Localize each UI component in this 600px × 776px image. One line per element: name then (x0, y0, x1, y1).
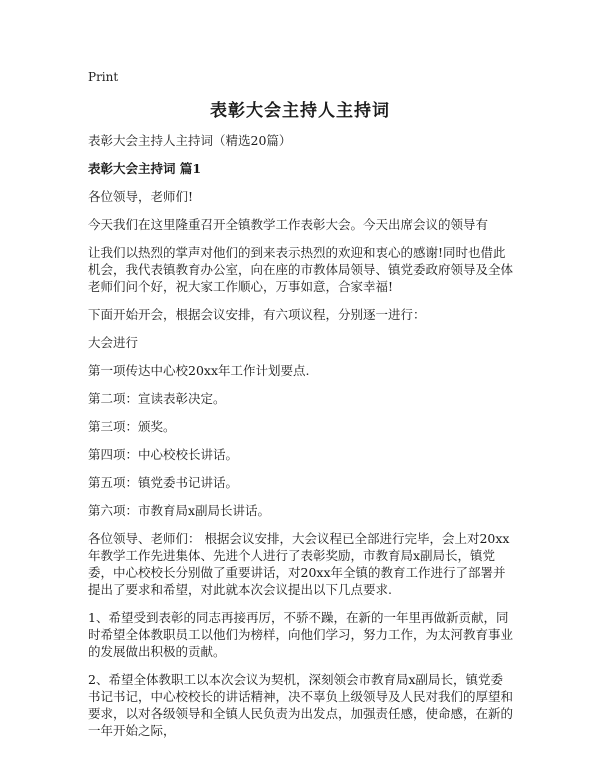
subtitle-paragraph: 表彰大会主持人主持词（精选20篇） (88, 133, 292, 148)
agenda-item: 第一项传达中心校20xx年工作计划要点. (88, 363, 310, 378)
body-paragraph: 今天我们在这里隆重召开全镇教学工作表彰大会。今天出席会议的领导有 (88, 217, 489, 232)
body-paragraph: 大会进行 (88, 335, 139, 350)
body-paragraph: 各位领导，老师们! (88, 189, 194, 204)
agenda-item: 第六项：市教育局x副局长讲话。 (88, 503, 271, 518)
body-paragraph: 下面开始开会，根据会议安排，有六项议程，分别逐一进行： (88, 307, 426, 322)
agenda-item: 第三项：颁奖。 (88, 419, 176, 434)
agenda-item: 第二项：宣读表彰决定。 (88, 391, 226, 406)
section-heading: 表彰大会主持词 篇1 (88, 161, 202, 176)
print-link[interactable]: Print (88, 70, 119, 84)
agenda-item: 第四项：中心校校长讲话。 (88, 447, 239, 462)
agenda-item: 第五项：镇党委书记讲话。 (88, 475, 239, 490)
body-paragraph: 各位领导、老师们： 根据会议安排，大会议程已全部进行完毕，会上对20xx年教学工作先进集体、先进个人进行了表彰奖励，市教育局x副局长，镇党委，中心校校长分别做了重要讲话，对20xx年全镇的教育工作进行了部署并提出了要求和希望，对此就本次会议提出以下几点要求. (88, 531, 510, 597)
document-body (88, 132, 514, 750)
body-paragraph: 2、希望全体教职工以本次会议为契机，深刻领会市教育局x副局长，镇党委书记书记，中心校校长的讲话精神，决不辜负上级领导及人民对我们的厚望和要求，以对各级领导和全镇人民负责为出发点，加强责任感，使命感，在新的一年开始之际， (88, 672, 514, 738)
document-title: 表彰大会主持人主持词 (210, 101, 390, 121)
body-paragraph: 1、希望受到表彰的同志再接再厉，不骄不躁，在新的一年里再做新贡献，同时希望全体教职员工以他们为榜样，向他们学习，努力工作，为太河教育事业的发展做出积极的贡献。 (88, 610, 514, 659)
body-paragraph: 让我们以热烈的掌声对他们的到来表示热烈的欢迎和衷心的感谢!同时也借此机会，我代表镇教育办公室，向在座的市教体局领导、镇党委政府领导及全体老师们问个好，祝大家工作顺心，万事如意，合家幸福! (88, 245, 514, 294)
